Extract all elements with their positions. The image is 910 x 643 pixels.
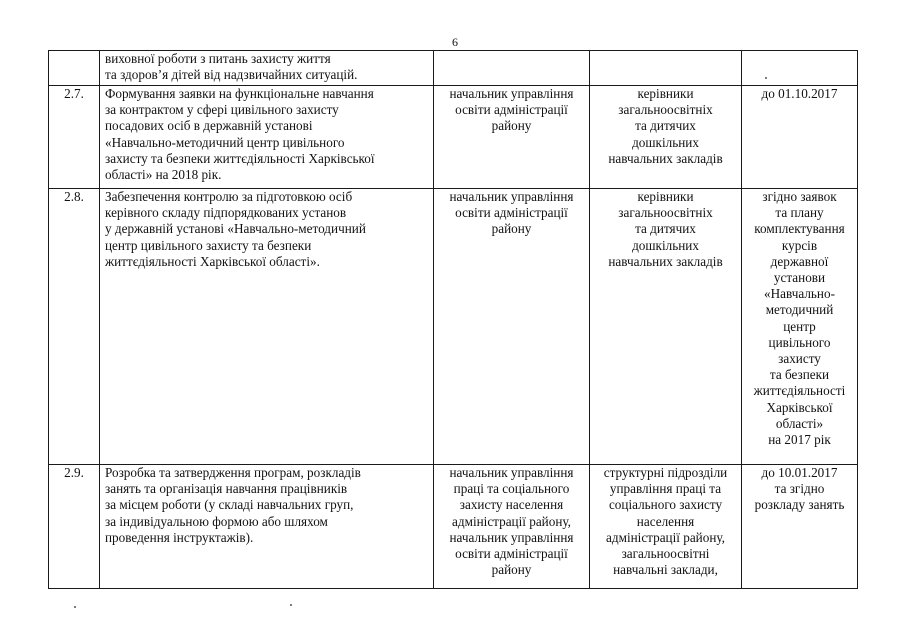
executors-line: навчальних закладів [608,253,723,269]
term-line: та безпеки [769,367,830,383]
task-line: виховної роботи з питань захисту життя [105,51,331,66]
row-number-cell [49,51,100,86]
responsible-cell [434,51,590,86]
responsible-line: району [491,118,532,134]
executors-line: дошкільних [632,237,699,253]
executors-line: управління праці та [609,481,722,497]
responsible-line: праці та соціального [453,481,570,497]
term-cell [742,51,858,86]
responsible-cell [434,86,590,189]
task-line: керівного складу підпорядкованих установ [105,205,347,221]
task-line: області» на 2018 рік. [105,167,222,183]
task-line: центр цивільного захисту та безпеки [105,237,312,253]
task-line: Розробка та затвердження програм, розкладів [105,465,361,480]
responsible-line: начальник управління [449,529,574,545]
responsible-line: начальник управління [449,465,574,480]
task-line: за індивідуальною формою або шляхом [105,513,328,529]
responsible-line: району [491,221,532,237]
scan-speck [74,606,76,608]
row-number-cell: 2.9. [49,465,100,589]
term-cell [742,86,858,189]
plan-table [48,50,858,589]
task-line: «Навчально-методичний центр цивільного [105,134,345,150]
term-line: курсів [781,237,818,253]
task-line: у державній установі «Навчально-методичний [105,221,366,237]
responsible-line: освіти адміністрації [455,102,568,118]
term-line: згідно заявок [762,189,837,204]
term-line: методичний [765,302,834,318]
executors-line: населення [636,513,695,529]
responsible-line: району [491,562,532,578]
term-line: та згідно [774,481,825,497]
executors-line: загальноосвітніх [618,205,713,221]
term-line: центр [783,318,816,334]
responsible-line: освіти адміністрації [455,205,568,221]
executors-line: дошкільних [632,134,699,150]
table-row [49,465,858,589]
term-line: до 01.10.2017 [761,86,838,101]
term-line: державної [770,253,829,269]
term-line: комплектування [754,221,845,237]
executors-line: навчальні заклади, [613,562,718,578]
task-line: життєдіяльності Харківської області». [105,253,320,269]
executors-line: загальноосвітні [621,546,710,562]
task-cell [100,465,434,589]
task-line: та здоров’я дітей від надзвичайних ситуацій. [105,67,358,83]
executors-line: адміністрації району, [606,529,725,545]
executors-cell [590,86,742,189]
task-cell [100,189,434,465]
task-line: посадових осіб в державній установі [105,118,313,134]
task-line: проведення інструктажів). [105,529,254,545]
responsible-line: начальник управління [449,189,574,204]
scan-speck [290,604,292,606]
executors-line: керівники [637,86,694,101]
responsible-cell [434,465,590,589]
table-row [49,189,858,465]
term-line: розкладу занять [754,497,845,513]
task-line: занять та організація навчання працівників [105,481,348,497]
term-line: до 10.01.2017 [761,465,838,480]
term-line: Харківської [766,399,833,415]
term-line: області» [775,415,824,431]
executors-line: керівники [637,189,694,204]
term-line: «Навчально- [764,286,835,302]
executors-cell [590,189,742,465]
term-line: та плану [775,205,824,221]
term-cell [742,465,858,589]
table-row [49,51,858,86]
responsible-line: захисту населення [459,497,564,513]
executors-line: структурні підрозділи [603,465,728,480]
task-line: Формування заявки на функціональне навчання [105,86,374,101]
executors-cell [590,465,742,589]
row-number-cell: 2.8. [49,189,100,465]
task-cell [100,86,434,189]
executors-line: навчальних закладів [608,150,723,166]
responsible-line: начальник управління [449,86,574,101]
responsible-cell [434,189,590,465]
row-number-cell: 2.7. [49,86,100,189]
executors-cell [590,51,742,86]
scan-speck [765,77,767,79]
term-line: на 2017 рік [768,432,831,448]
task-line: захисту та безпеки життєдіяльності Харківської [105,150,375,166]
term-line: життєдіяльності [753,383,846,399]
term-cell [742,189,858,465]
executors-line: загальноосвітніх [618,102,713,118]
term-line: захисту [778,351,821,367]
table-row [49,86,858,189]
executors-line: соціального захисту [608,497,723,513]
page-number: 6 [452,35,458,49]
task-line: за контрактом у сфері цивільного захисту [105,102,339,118]
responsible-line: освіти адміністрації [455,546,568,562]
task-line: за місцем роботи (у складі навчальних груп, [105,497,354,513]
executors-line: та дитячих [635,118,696,134]
task-line: Забезпечення контролю за підготовкою осіб [105,189,353,204]
term-line: цивільного [768,334,831,350]
executors-line: та дитячих [635,221,696,237]
responsible-line: адміністрації району, [452,513,571,529]
task-cell [100,51,434,86]
term-line: установи [773,270,826,286]
